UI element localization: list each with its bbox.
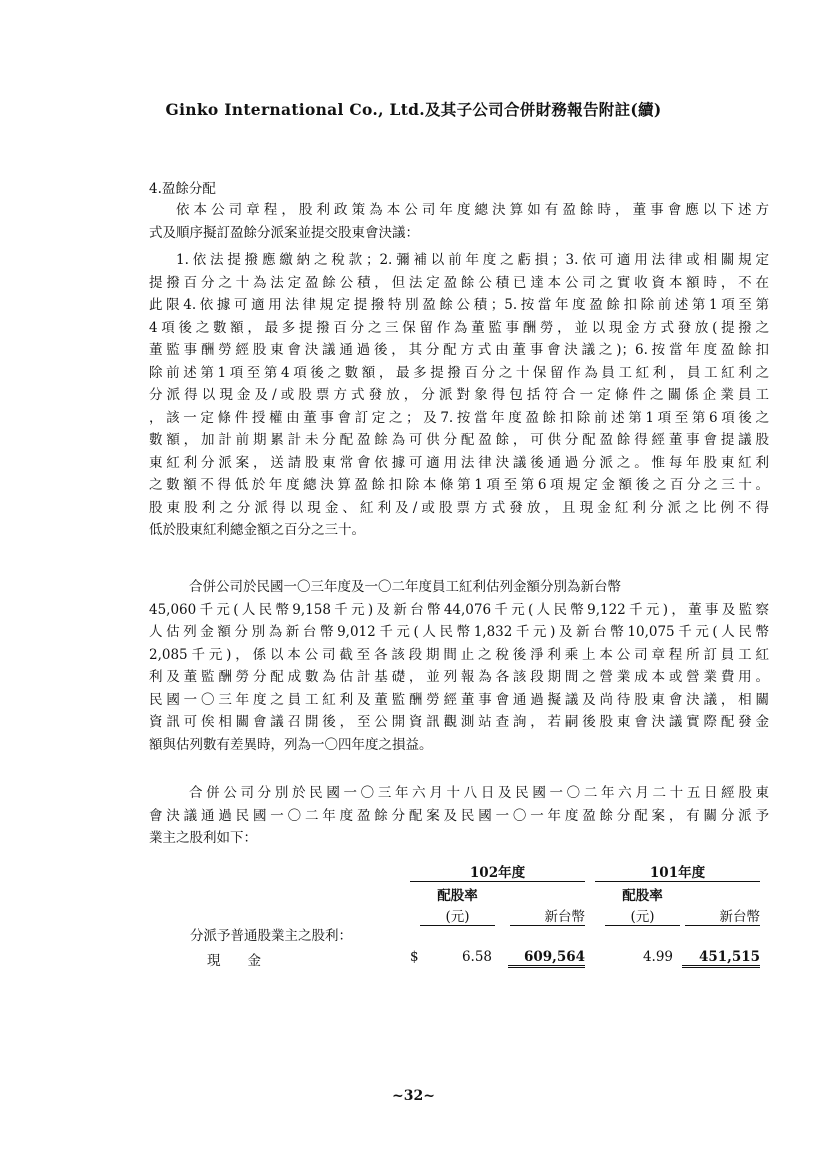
paragraph-line: 股東股利之分派得以現金、紅利及/或股票方式發放，且現金紅利分派之比例不得: [149, 499, 769, 516]
col-header-ratio-101: 配股率: [622, 888, 663, 904]
paragraph-line: 人估列金額分別為新台幣9,012千元(人民幣1,832千元)及新台幣10,075千元(人民幣: [149, 624, 769, 640]
paragraph-articles-intro: [149, 199, 769, 244]
paragraph-line: 此限4.依據可適用法律規定提撥特別盈餘公積；5.按當年度盈餘扣除前述第1項至第: [149, 297, 769, 313]
cell-ratio-101: 4.99: [642, 949, 673, 965]
page-title: Ginko International Co., Ltd.及其子公司合併財務報告附註(續): [165, 100, 662, 119]
paragraph-line: 額與估列數有差異時，列為一〇四年度之損益。: [149, 736, 433, 753]
paragraph-line: 提撥百分之十為法定盈餘公積，但法定盈餘公積已達本公司之實收資本額時，不在: [149, 274, 769, 291]
paragraph-line: 東紅利分派案，送請股東常會依據可適用法律決議後通過分派之。惟每年股東紅利: [149, 454, 769, 471]
paragraph-line: ，該一定條件授權由董事會訂定之；及7.按當年度盈餘扣除前述第1項至第6項後之: [149, 409, 769, 426]
col-header-ratio-unit-102: (元): [420, 905, 495, 926]
paragraph-line: 會決議通過民國一〇二年度盈餘分配案及民國一〇一年度盈餘分配案，有關分派予: [149, 807, 769, 824]
currency-symbol: $: [410, 949, 419, 965]
paragraph-line: 45,060千元(人民幣9,158千元)及新台幣44,076千元(人民幣9,122千元)，董事及監察: [149, 601, 769, 618]
page-number: ~32~: [392, 1088, 435, 1104]
row-group-label: 分派予普通股業主之股利：: [190, 928, 352, 944]
col-header-amount-102: 新台幣: [510, 905, 585, 926]
section-heading: 4.盈餘分配: [149, 181, 216, 197]
cell-amount-101: 451,515: [682, 949, 760, 968]
paragraph-line: 合併公司於民國一〇三年度及一〇二年度員工紅利估列金額分別為新台幣: [189, 579, 621, 595]
paragraph-line: 分派得以現金及/或股票方式發放，分派對象得包括符合一定條件之關係企業員工: [149, 387, 769, 403]
paragraph-line: 數額，加計前期累計未分配盈餘為可供分配盈餘，可供分配盈餘得經董事會提議股: [149, 432, 769, 448]
paragraph-line: 1.依法提撥應繳納之稅款；2.彌補以前年度之虧損；3.依可適用法律或相關規定: [176, 252, 769, 268]
col-header-ratio-unit-101: (元): [605, 905, 680, 926]
cell-ratio-102: 6.58: [461, 949, 492, 965]
cell-amount-102: 609,564: [508, 949, 585, 968]
col-header-amount-101: 新台幣: [685, 905, 760, 926]
paragraph-dividend-resolution: [149, 782, 769, 850]
paragraph-line: 依本公司章程，股利政策為本公司年度總決算如有盈餘時，董事會應以下述方: [176, 202, 769, 218]
paragraph-line: 合併公司分別於民國一〇三年六月十八日及民國一〇二年六月二十五日經股東: [189, 785, 769, 801]
paragraph-line: 民國一〇三年度之員工紅利及董監酬勞經董事會通過擬議及尚待股東會決議，相關: [149, 691, 769, 708]
paragraph-line: 2,085千元)，係以本公司截至各該段期間止之稅後淨利乘上本公司章程所訂員工紅: [149, 646, 769, 663]
paragraph-line: 董監事酬勞經股東會決議通過後，其分配方式由董事會決議之)；6.按當年度盈餘扣: [149, 342, 769, 358]
year-header-101: 101年度: [595, 861, 760, 882]
paragraph-line: 除前述第1項至第4項後之數額，最多提撥百分之十保留作為員工紅利，員工紅利之: [149, 364, 769, 381]
col-header-ratio-102: 配股率: [437, 888, 478, 904]
paragraph-line: 低於股東紅利總金額之百分之三十。: [149, 522, 365, 538]
row-label-cash: 現 金: [207, 953, 261, 969]
paragraph-line: 4項後之數額，最多提撥百分之三保留作為董監事酬勞，並以現金方式發放(提撥之: [149, 319, 769, 336]
paragraph-line: 業主之股利如下：: [149, 830, 257, 846]
paragraph-employee-bonus: [149, 576, 769, 756]
paragraph-line: 資訊可俟相關會議召開後，至公開資訊觀測站查詢，若嗣後股東會決議實際配發金: [149, 714, 769, 730]
paragraph-line: 利及董監酬勞分配成數為估計基礎，並列報為各該段期間之營業成本或營業費用。: [149, 669, 769, 685]
paragraph-distribution-order: [149, 249, 769, 542]
year-header-102: 102年度: [410, 861, 585, 882]
paragraph-line: 式及順序擬訂盈餘分派案並提交股東會決議：: [149, 224, 419, 241]
paragraph-line: 之數額不得低於年度總決算盈餘扣除本條第1項至第6項規定金額後之百分之三十。: [149, 477, 769, 493]
